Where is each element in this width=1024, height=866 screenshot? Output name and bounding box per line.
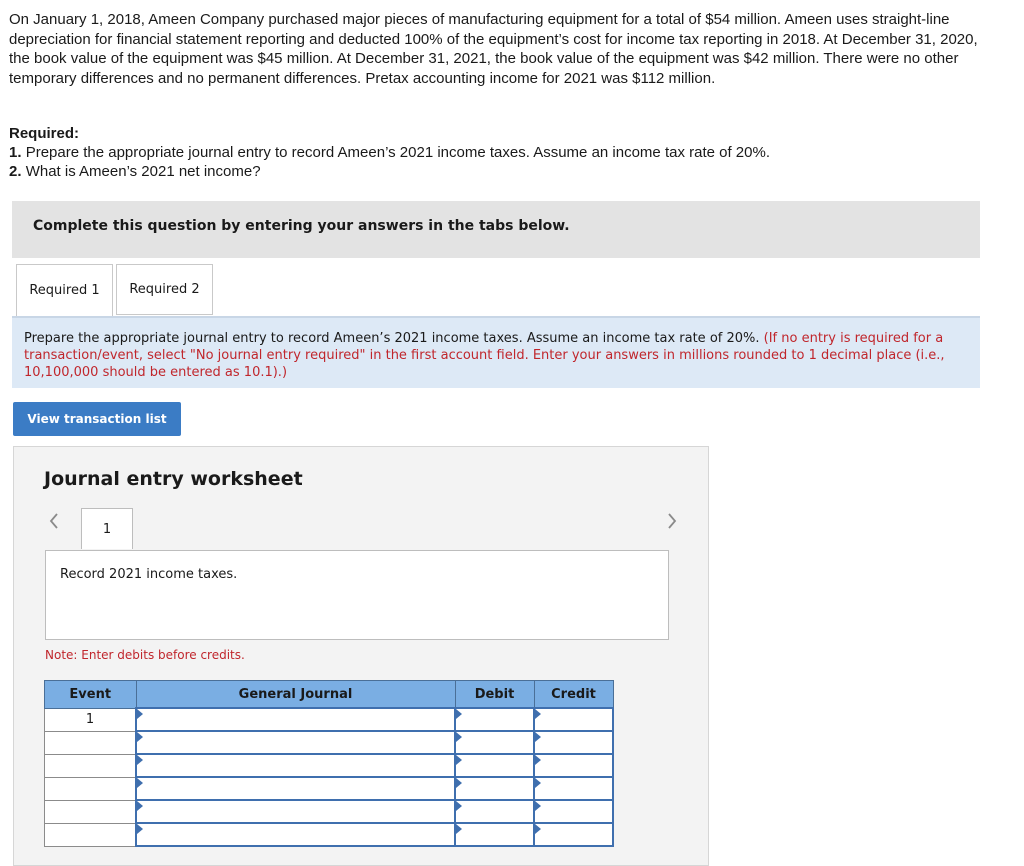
chevron-right-icon[interactable] bbox=[662, 509, 682, 533]
debit-input[interactable] bbox=[455, 708, 534, 731]
dropdown-marker-icon bbox=[137, 801, 143, 811]
required-heading: Required: bbox=[9, 125, 80, 142]
input-marker-icon bbox=[456, 732, 462, 742]
credit-input[interactable] bbox=[534, 777, 613, 800]
input-marker-icon bbox=[456, 709, 462, 719]
debit-input[interactable] bbox=[455, 777, 534, 800]
event-cell: 1 bbox=[45, 708, 137, 731]
table-header-row bbox=[45, 681, 614, 709]
table-row bbox=[45, 754, 614, 777]
account-select[interactable] bbox=[136, 731, 455, 754]
header-debit: Debit bbox=[455, 681, 534, 709]
dropdown-marker-icon bbox=[137, 755, 143, 765]
required-item-number: 1. bbox=[9, 144, 22, 161]
debit-input[interactable] bbox=[455, 823, 534, 846]
worksheet-title: Journal entry worksheet bbox=[44, 468, 303, 490]
table-row bbox=[45, 823, 614, 846]
journal-entry-worksheet bbox=[13, 446, 709, 866]
entry-description: Record 2021 income taxes. bbox=[60, 567, 238, 582]
event-cell bbox=[45, 800, 137, 823]
dropdown-marker-icon bbox=[137, 732, 143, 742]
debit-input[interactable] bbox=[455, 800, 534, 823]
required-item-number: 2. bbox=[9, 163, 22, 180]
table-row bbox=[45, 708, 614, 731]
dropdown-marker-icon bbox=[137, 778, 143, 788]
debit-input[interactable] bbox=[455, 754, 534, 777]
instructions-text bbox=[24, 330, 969, 381]
header-general-journal: General Journal bbox=[136, 681, 455, 709]
chevron-left-icon[interactable] bbox=[44, 509, 64, 533]
entry-description-box bbox=[45, 550, 669, 640]
credit-input[interactable] bbox=[534, 731, 613, 754]
credit-input[interactable] bbox=[534, 823, 613, 846]
input-marker-icon bbox=[456, 824, 462, 834]
event-cell bbox=[45, 754, 137, 777]
credit-input[interactable] bbox=[534, 708, 613, 731]
required-item-1 bbox=[9, 143, 770, 162]
instructions-panel bbox=[12, 316, 980, 388]
input-marker-icon bbox=[535, 824, 541, 834]
required-item-2 bbox=[9, 162, 770, 181]
dropdown-marker-icon bbox=[137, 824, 143, 834]
event-cell bbox=[45, 731, 137, 754]
input-marker-icon bbox=[535, 709, 541, 719]
credit-input[interactable] bbox=[534, 800, 613, 823]
instructions-main: Prepare the appropriate journal entry to record Ameen’s 2021 income taxes. Assume an income tax rate of 20%. bbox=[24, 331, 760, 346]
dropdown-marker-icon bbox=[137, 709, 143, 719]
account-select[interactable] bbox=[136, 754, 455, 777]
input-marker-icon bbox=[535, 778, 541, 788]
account-select[interactable] bbox=[136, 823, 455, 846]
debits-note: Note: Enter debits before credits. bbox=[45, 648, 245, 662]
input-marker-icon bbox=[456, 778, 462, 788]
header-event: Event bbox=[45, 681, 137, 709]
table-row bbox=[45, 800, 614, 823]
required-item-text: What is Ameen’s 2021 net income? bbox=[25, 163, 261, 180]
instructions-note: (If no entry is required for a transaction/event, select "No journal entry required" in the first account field. Enter your answers in millions rounded to 1 decimal place (i.e., 10,100,000 should be entered as 10.1).) bbox=[24, 331, 945, 380]
required-section bbox=[9, 124, 770, 181]
entry-number-tab[interactable]: 1 bbox=[81, 508, 133, 549]
banner-text: Complete this question by entering your answers in the tabs below. bbox=[33, 218, 570, 234]
required-item-text: Prepare the appropriate journal entry to record Ameen’s 2021 income taxes. Assume an income tax rate of 20%. bbox=[25, 144, 770, 161]
table-row bbox=[45, 731, 614, 754]
input-marker-icon bbox=[456, 801, 462, 811]
account-select[interactable] bbox=[136, 777, 455, 800]
view-transaction-list-button[interactable]: View transaction list bbox=[13, 402, 181, 436]
tab-required-2[interactable]: Required 2 bbox=[116, 264, 213, 315]
tab-required-1[interactable]: Required 1 bbox=[16, 264, 113, 316]
general-journal-table bbox=[44, 680, 614, 847]
input-marker-icon bbox=[535, 732, 541, 742]
event-cell bbox=[45, 823, 137, 846]
problem-statement: On January 1, 2018, Ameen Company purchased major pieces of manufacturing equipment for a total of $54 million. Ameen uses straight-line depreciation for financial statement reporting and deducted 100% of the equipment’s cost for income tax reporting in 2018. At December 31, 2020, the book value of the equipment was $45 million. At December 31, 2021, the book value of the equipment was $42 million. There were no other temporary differences and no permanent differences. Pretax accounting income for 2021 was $112 million. bbox=[9, 11, 978, 87]
debit-input[interactable] bbox=[455, 731, 534, 754]
input-marker-icon bbox=[456, 755, 462, 765]
credit-input[interactable] bbox=[534, 754, 613, 777]
input-marker-icon bbox=[535, 755, 541, 765]
event-cell bbox=[45, 777, 137, 800]
account-select[interactable] bbox=[136, 708, 455, 731]
account-select[interactable] bbox=[136, 800, 455, 823]
table-row bbox=[45, 777, 614, 800]
input-marker-icon bbox=[535, 801, 541, 811]
instructions-banner bbox=[12, 201, 980, 258]
header-credit: Credit bbox=[534, 681, 613, 709]
